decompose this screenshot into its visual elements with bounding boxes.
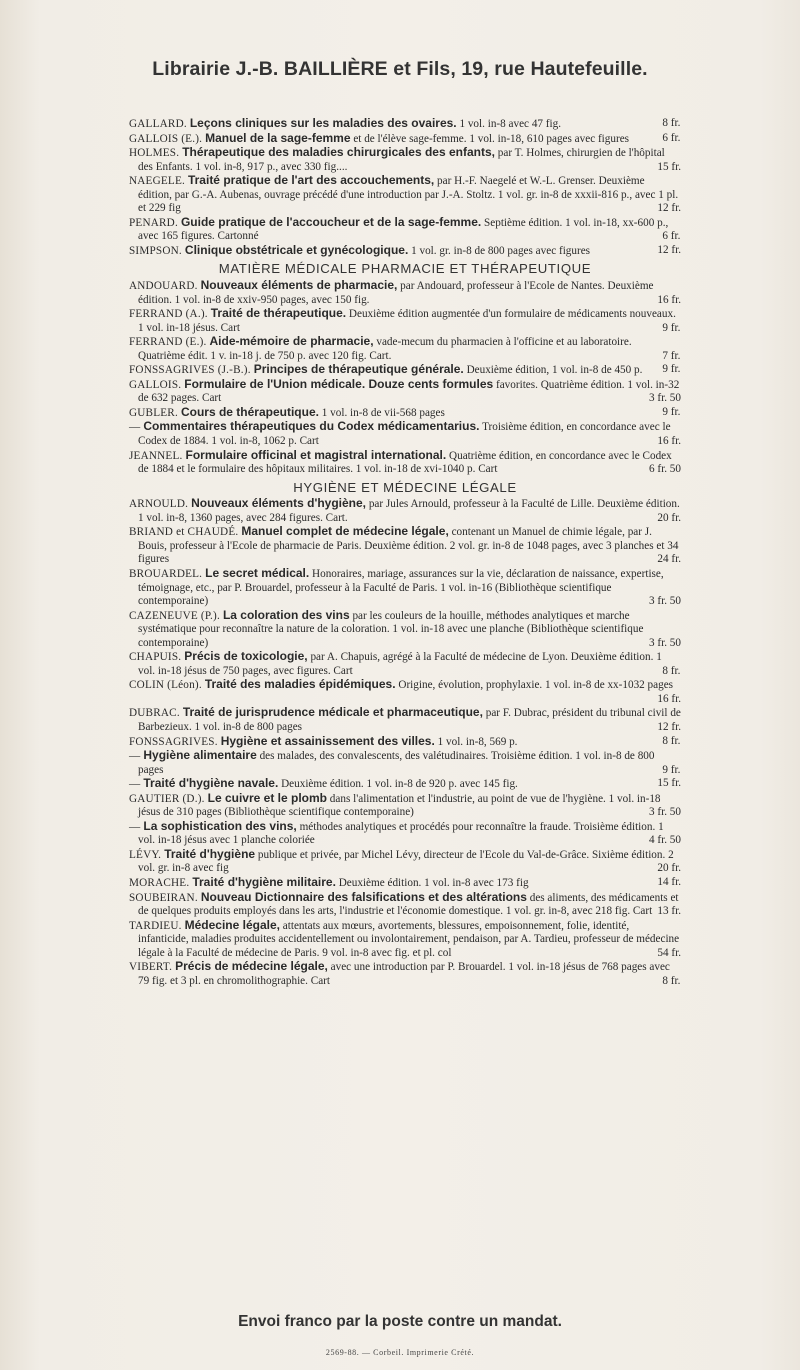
catalog-entry (129, 609, 681, 651)
entry-price: 8 fr. (662, 974, 681, 987)
catalog-entry (129, 363, 681, 378)
entry-description: par Andouard, professeur à l'Ecole de Nantes. Deuxième édition. 1 vol. in-8 de xxiv-950 pages, avec 150 fig. (138, 280, 654, 306)
catalog-entry (129, 146, 681, 174)
entry-description: par F. Dubrac, président du tribunal civil de Barbezieux. 1 vol. in-8 de 800 pages (138, 707, 681, 733)
entry-price: 9 fr. (662, 363, 681, 376)
entry-author: ARNOULD. (129, 498, 192, 511)
entry-title: Traité de jurisprudence médicale et pharmaceutique, (182, 705, 483, 720)
entry-description: Honoraires, mariage, assurances sur la vie, déclaration de naissance, expertise, témoignage, etc., par P. Brouardel, professeur à la Faculté de Paris. 1 vol. in-16 (Bibliothèque scientifique contemporaine) (138, 567, 664, 608)
catalog-entry (129, 279, 681, 307)
entry-author: — (129, 778, 144, 791)
entry-title: Manuel de la sage-femme (205, 130, 351, 145)
catalog-entry (129, 749, 681, 777)
entry-title: Aide-mémoire de pharmacie, (209, 334, 374, 349)
entry-author: GAUTIER (D.). (129, 792, 208, 805)
entry-price: 16 fr. (657, 293, 681, 306)
entry-description: par T. Holmes, chirurgien de l'hôpital des Enfants. 1 vol. in-8, 917 p., avec 330 fig.... (138, 147, 665, 173)
catalog-entry (129, 876, 681, 891)
catalog-entry (129, 216, 681, 244)
entry-description: 1 vol. in-8, 569 p. (434, 735, 518, 748)
catalog-entry (129, 777, 681, 792)
entry-price: 16 fr. (657, 692, 681, 705)
entry-price: 16 fr. (657, 435, 681, 448)
entry-author: FONSSAGRIVES. (129, 735, 221, 748)
catalog-entry (129, 307, 681, 335)
entry-title: La coloration des vins (222, 607, 350, 622)
entry-title: Principes de thérapeutique générale. (253, 362, 464, 377)
entry-description: par Jules Arnould, professeur à la Faculté de Lille. Deuxième édition. 1 vol. in-8, 1360 pages, avec 284 figures. Cart. (138, 498, 680, 524)
catalog-entry (129, 449, 681, 477)
entry-description: 1 vol. in-8 de vii-568 pages (318, 406, 445, 419)
entry-description: et de l'élève sage-femme. 1 vol. in-18, 610 pages avec figures (350, 132, 630, 145)
entry-list-top (129, 117, 681, 258)
entry-title: Manuel complet de médecine légale, (241, 524, 449, 539)
catalog-entry (129, 525, 681, 567)
entry-author: JEANNEL. (129, 449, 186, 462)
entry-price: 24 fr. (657, 553, 681, 566)
entry-description: avec une introduction par P. Brouardel. 1 vol. in-18 jésus de 768 pages avec 79 fig. et 3 pl. en chromolithographie. Cart (138, 961, 670, 987)
entry-author: CAZENEUVE (P.). (129, 609, 223, 622)
entry-description: Troisième édition, en concordance avec le Codex de 1884. 1 vol. in-8, 1062 p. Cart (138, 421, 671, 448)
entry-description: par les couleurs de la houille, méthodes analytiques et marche systématique pour reconnaître la nature de la coloration. 1 vol. in-18 avec une planche (Bibliothèque scientifique contemporaine) (138, 609, 644, 649)
entry-price: 20 fr. (657, 862, 681, 875)
catalog-entry (129, 678, 681, 706)
entry-author: FERRAND (A.). (129, 308, 211, 321)
entry-title: Précis de médecine légale, (175, 959, 328, 974)
entry-author: GUBLER. (129, 406, 181, 419)
entry-description: 1 vol. gr. in-8 de 800 pages avec figures (408, 244, 591, 257)
entry-description: Deuxième édition. 1 vol. in-8 avec 173 fig (335, 876, 529, 889)
entry-title: Thérapeutique des maladies chirurgicales des enfants, (182, 145, 495, 160)
entry-price: 4 fr. 50 (648, 834, 681, 847)
catalog-entry (129, 919, 681, 961)
entry-price: 8 fr. (662, 664, 681, 677)
catalog-entry (129, 132, 681, 147)
entry-price: 7 fr. (662, 349, 681, 362)
entry-price: 9 fr. (662, 321, 681, 334)
catalog-entry (129, 650, 681, 678)
entry-list-mid (129, 279, 681, 477)
entry-description: contenant un Manuel de chimie légale, par J. Bouis, professeur à l'Ecole de pharmacie de Paris. Deuxième édition. 2 vol. gr. in-8 de 1048 pages, avec 3 planches et 34 figures (138, 526, 679, 566)
entry-price: 3 fr. 50 (648, 392, 681, 405)
catalog-entry (129, 792, 681, 820)
entry-description: vade-mecum du pharmacien à l'officine et au laboratoire. Quatrième édit. 1 v. in-18 j. de 750 p. avec 120 fig. Cart. (138, 336, 632, 362)
entry-price: 9 fr. (662, 405, 681, 418)
entry-author: GALLOIS (E.). (129, 132, 206, 145)
entry-price: 13 fr. (657, 905, 681, 918)
entry-title: Formulaire officinal et magistral international. (185, 447, 447, 462)
catalog-entry (129, 891, 681, 919)
entry-price: 3 fr. 50 (648, 806, 681, 819)
entry-title: Traité d'hygiène (164, 846, 256, 861)
entry-title: Nouveaux éléments d'hygiène, (191, 496, 367, 511)
entry-author: CHAPUIS. (129, 651, 185, 664)
entry-price: 15 fr. (657, 160, 681, 173)
catalog-entry (129, 960, 681, 988)
entry-description: Origine, évolution, prophylaxie. 1 vol. in-8 de xx-1032 pages (395, 679, 674, 692)
entry-author: BROUARDEL. (129, 567, 206, 580)
catalog-entry (129, 420, 681, 448)
entry-title: Le secret médical. (205, 565, 310, 580)
entry-description: des malades, des convalescents, des valétudinaires. Troisième édition. 1 vol. in-8 de 800 pages (138, 750, 655, 776)
entry-list-bottom (129, 497, 681, 988)
section-heading-hygiene: HYGIÈNE ET MÉDECINE LÉGALE (293, 479, 517, 495)
entry-price: 8 fr. (662, 117, 681, 129)
entry-description: dans l'alimentation et l'industrie, au point de vue de l'hygiène. 1 vol. in-18 jésus de 310 pages (Bibliothèque scientifique contemporaine) (138, 792, 661, 819)
entry-title: Hygiène alimentaire (143, 748, 257, 763)
entry-price: 9 fr. (662, 763, 681, 776)
catalog-entry (129, 174, 681, 216)
entry-description: Deuxième édition augmentée d'un formulaire de médicaments nouveaux. 1 vol. in-18 jésus. Cart (138, 308, 676, 334)
entry-title: Médecine légale, (184, 917, 280, 932)
entry-description: Deuxième édition, 1 vol. in-8 de 450 p. (463, 364, 643, 377)
entry-title: Précis de toxicologie, (184, 649, 308, 664)
entry-author: BRIAND et CHAUDÉ. (129, 526, 242, 539)
entry-author: — (129, 750, 144, 763)
entry-title: Traité de thérapeutique. (210, 306, 347, 321)
entry-author: DUBRAC. (129, 707, 183, 720)
catalog-entry (129, 117, 681, 132)
entry-price: 8 fr. (662, 734, 681, 747)
entry-description: méthodes analytiques et procédés pour reconnaître la fraude. Troisième édition. 1 vol. in-18 jésus avec 1 planche coloriée (138, 820, 664, 847)
entry-author: HOLMES. (129, 147, 183, 160)
entry-description: Septième édition. 1 vol. in-18, xx-600 p., avec 165 figures. Cartonné (138, 216, 669, 243)
entry-author: NAEGELE. (129, 175, 188, 188)
entry-author: SOUBEIRAN. (129, 891, 201, 904)
entry-description: favorites. Quatrième édition. 1 vol. in-32 de 632 pages. Cart (138, 378, 680, 405)
entry-title: Formulaire de l'Union médicale. Douze cents formules (184, 376, 494, 391)
entry-price: 3 fr. 50 (648, 636, 681, 649)
entry-author: TARDIEU. (129, 919, 185, 932)
catalog-entry (129, 820, 681, 848)
entry-author: VIBERT. (129, 961, 176, 974)
entry-description: publique et privée, par Michel Lévy, directeur de l'Ecole du Val-de-Grâce. Sixième édition. 2 vol. gr. in-8 avec fig (138, 848, 674, 875)
entry-title: Nouveau Dictionnaire des falsifications et des altérations (200, 889, 527, 904)
entry-title: Le cuivre et le plomb (207, 790, 327, 805)
entry-title: Cours de thérapeutique. (180, 404, 319, 419)
entry-price: 12 fr. (657, 243, 681, 256)
entry-author: FERRAND (E.). (129, 336, 210, 349)
entry-author: SIMPSON. (129, 244, 185, 257)
entry-author: PENARD. (129, 216, 181, 229)
entry-author: GALLOIS. (129, 378, 185, 391)
entry-price: 54 fr. (657, 946, 681, 959)
entry-author: MORACHE. (129, 876, 193, 889)
entry-author: FONSSAGRIVES (J.-B.). (129, 364, 254, 377)
entry-title: Traité d'hygiène navale. (143, 776, 279, 791)
entry-description: 1 vol. in-8 avec 47 fig. (456, 118, 562, 130)
entry-price: 3 fr. 50 (648, 595, 681, 608)
catalog-entry (129, 848, 681, 876)
entry-author: — (129, 820, 144, 833)
catalog-entry (129, 335, 681, 363)
entry-title: Nouveaux éléments de pharmacie, (200, 278, 398, 293)
page-header: Librairie J.-B. BAILLIÈRE et Fils, 19, rue Hautefeuille. (152, 58, 648, 80)
entry-author: — (129, 421, 144, 434)
entry-author: COLIN (Léon). (129, 679, 205, 692)
entry-price: 6 fr. 50 (648, 463, 681, 476)
catalog-entry (129, 497, 681, 525)
catalog-entry (129, 567, 681, 609)
entry-description: Quatrième édition, en concordance avec le Codex de 1884 et le formulaire des hôpitaux militaires. 1 vol. in-18 de xvi-1040 p. Cart (138, 449, 672, 476)
entry-title: La sophistication des vins, (143, 818, 297, 833)
entry-title: Hygiène et assainissement des villes. (220, 733, 435, 748)
entry-description: Deuxième édition. 1 vol. in-8 de 920 p. avec 145 fig. (278, 778, 518, 791)
entry-title: Clinique obstétricale et gynécologique. (184, 242, 409, 257)
entry-price: 12 fr. (657, 202, 681, 215)
entry-price: 6 fr. (662, 131, 681, 144)
catalog-content (129, 117, 681, 988)
catalog-entry (129, 244, 681, 259)
entry-title: Leçons cliniques sur les maladies des ovaires. (189, 116, 457, 130)
entry-description: attentats aux mœurs, avortements, blessures, empoisonnement, folie, identité, infanticide, maladies produites accidentellement ou involontairement, pendaison, par A. Tardieu, professeur de médecine légale à la Faculté de médecine de Paris. 9 vol. in-8 avec fig. et pl. col (138, 919, 680, 959)
entry-author: ANDOUARD. (129, 280, 201, 293)
catalog-entry (129, 378, 681, 406)
footer-notice: Envoi franco par la poste contre un mandat. (238, 1313, 562, 1330)
catalog-entry (129, 406, 681, 421)
entry-description: des aliments, des médicaments et de quelques produits employés dans les arts, l'industrie et l'économie domestique. 1 vol. gr. in-8, avec 218 fig. Cart (138, 891, 679, 918)
catalog-entry (129, 706, 681, 734)
section-heading-pharmacie: MATIÈRE MÉDICALE PHARMACIE ET THÉRAPEUTIQUE (218, 261, 592, 277)
entry-price: 15 fr. (657, 777, 681, 790)
entry-title: Commentaires thérapeutiques du Codex médicamentarius. (143, 419, 480, 434)
entry-title: Guide pratique de l'accoucheur et de la sage-femme. (180, 214, 482, 229)
entry-price: 6 fr. (662, 230, 681, 243)
entry-price: 20 fr. (657, 511, 681, 524)
entry-title: Traité d'hygiène militaire. (192, 874, 336, 889)
entry-title: Traité des maladies épidémiques. (204, 677, 396, 692)
entry-description: par A. Chapuis, agrégé à la Faculté de médecine de Lyon. Deuxième édition. 1 vol. in-18 jésus de 750 pages, avec figures. Cart (138, 651, 662, 677)
entry-description: par H.-F. Naegelé et W.-L. Grenser. Deuxième édition, par G.-A. Aubenas, ouvrage précédé d'une introduction par J.-A. Stoltz. 1 vol. gr. in-8 de xxxii-816 p., avec 1 pl. et 229 fig (138, 175, 679, 215)
printer-imprint: 2569-88. — Corbeil. Imprimerie Crété. (325, 1348, 475, 1357)
entry-author: LÉVY. (129, 848, 165, 861)
entry-price: 14 fr. (657, 875, 681, 888)
entry-title: Traité pratique de l'art des accouchements, (187, 173, 435, 188)
entry-author: GALLARD. (129, 118, 190, 130)
catalog-entry (129, 735, 681, 750)
entry-price: 12 fr. (657, 720, 681, 733)
